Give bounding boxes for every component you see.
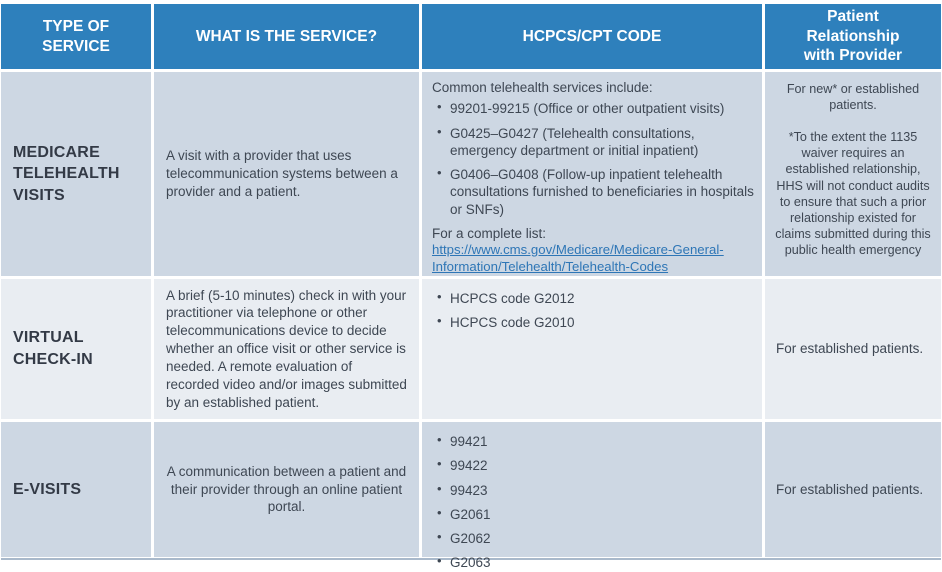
relationship-text: For new* or established patients. bbox=[786, 82, 920, 113]
relationship-text: For established patients. bbox=[776, 341, 924, 357]
codes-intro-text: Common telehealth services include: bbox=[432, 80, 653, 95]
code-list-item: • HCPCS code G2010 bbox=[432, 314, 754, 331]
cell-service-type-e-visits bbox=[1, 422, 151, 557]
column-header-label: Patient Relationship with Provider bbox=[803, 8, 903, 65]
column-header-label: TYPE OF SERVICE bbox=[42, 18, 110, 55]
relationship-waiver-note: *To the extent the 1135 waiver requires an established relationship, HHS will not conduct audits to ensure that such a prior relationship existed for claims submitted during this public health emergency bbox=[775, 130, 931, 257]
telehealth-codes-link[interactable]: https://www.cms.gov/Medicare/Medicare-General-Information/Telehealth/Telehealth-Codes bbox=[432, 242, 724, 274]
code-list-item: • 99422 bbox=[432, 457, 754, 474]
code-list bbox=[432, 290, 754, 332]
column-header-patient-relationship bbox=[765, 4, 941, 69]
description-text: A visit with a provider that uses telecommunication systems between a provider and a patient. bbox=[166, 148, 398, 199]
cell-relationship-medicare-telehealth-visits bbox=[765, 72, 941, 276]
cell-codes-medicare-telehealth-visits bbox=[422, 72, 762, 276]
column-header-hcpcs-cpt-code bbox=[422, 4, 762, 69]
cell-description-virtual-check-in bbox=[154, 279, 419, 419]
cell-codes-e-visits bbox=[422, 422, 762, 571]
code-list-item: • G2061 bbox=[432, 506, 754, 523]
column-header-type-of-service bbox=[1, 4, 151, 69]
service-type-label: VIRTUAL CHECK-IN bbox=[13, 329, 93, 368]
cell-service-type-virtual-check-in bbox=[1, 279, 151, 419]
cell-codes-virtual-check-in bbox=[422, 279, 762, 419]
code-list-item: • 99421 bbox=[432, 433, 754, 450]
code-list-item: • 99201-99215 (Office or other outpatient visits) bbox=[432, 100, 754, 117]
code-list-item: • G2062 bbox=[432, 530, 754, 547]
telehealth-services-table bbox=[1, 4, 941, 571]
column-header-label: HCPCS/CPT CODE bbox=[522, 27, 662, 45]
description-text: A brief (5-10 minutes) check in with your practitioner via telephone or other telecommunications device to decide whether an office visit or other service is needed. A remote evaluation of recorded video and/or images submitted by an established patient. bbox=[166, 287, 407, 410]
cell-relationship-e-visits bbox=[765, 422, 941, 557]
cell-service-type-medicare-telehealth-visits bbox=[1, 72, 151, 276]
code-list-item: • G0406–G0408 (Follow-up inpatient telehealth consultations furnished to beneficiaries in hospitals or SNFs) bbox=[432, 166, 754, 218]
cell-description-medicare-telehealth-visits bbox=[154, 72, 419, 276]
code-list-item: • G0425–G0427 (Telehealth consultations, emergency department or initial inpatient) bbox=[432, 125, 754, 160]
cell-relationship-virtual-check-in bbox=[765, 279, 941, 419]
code-list-item: • 99423 bbox=[432, 482, 754, 499]
cell-description-e-visits bbox=[154, 422, 419, 557]
relationship-text: For established patients. bbox=[776, 481, 924, 497]
service-type-label: MEDICARE TELEHEALTH VISITS bbox=[13, 143, 120, 204]
code-list-item: • HCPCS code G2012 bbox=[432, 290, 754, 307]
code-list-item: • G2063 bbox=[432, 554, 754, 571]
code-list bbox=[432, 100, 754, 218]
column-header-what-is-the-service bbox=[154, 4, 419, 69]
column-header-label: WHAT IS THE SERVICE? bbox=[195, 27, 378, 45]
service-type-label: E-VISITS bbox=[13, 480, 82, 498]
description-text: A communication between a patient and their provider through an online patient portal. bbox=[166, 463, 407, 515]
code-list bbox=[432, 433, 754, 572]
codes-footer-text: For a complete list: bbox=[432, 225, 547, 241]
